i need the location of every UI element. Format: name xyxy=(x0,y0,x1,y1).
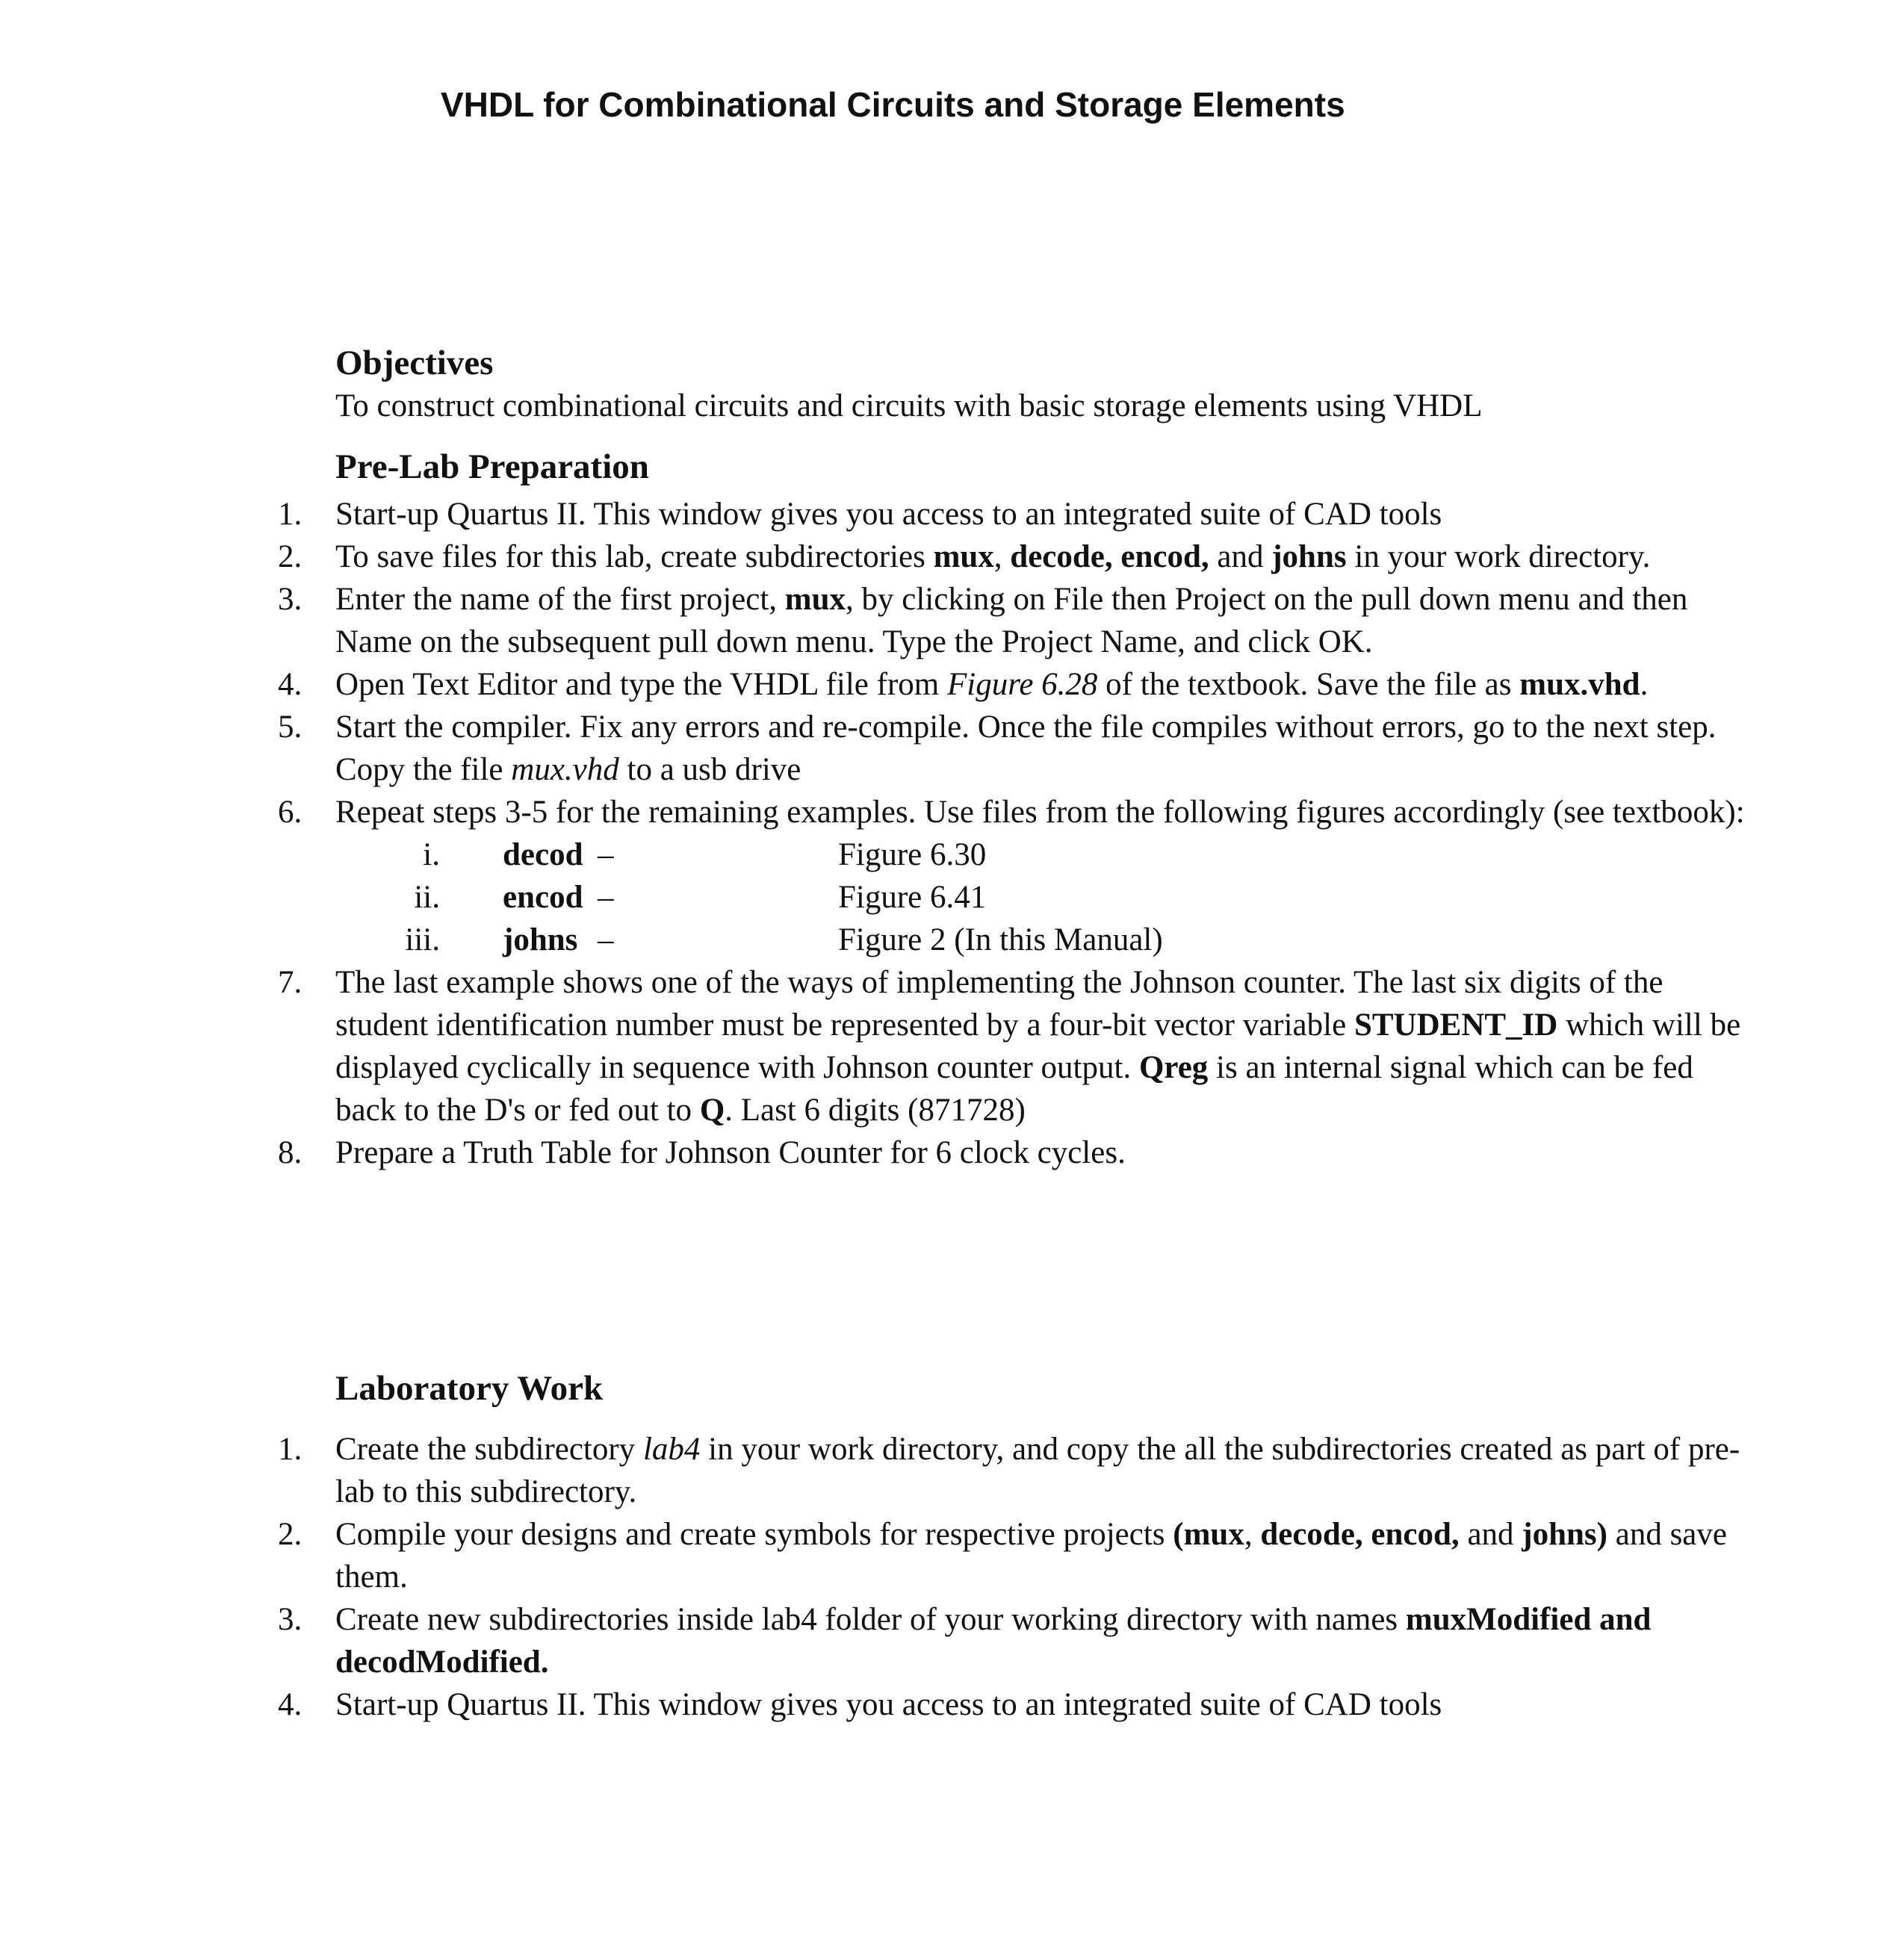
item-text: Prepare a Truth Table for Johnson Counter for 6 clock cycles. xyxy=(335,1135,1126,1170)
item-text: is an internal signal which can be fed back to the D's or fed out to xyxy=(335,1050,1693,1128)
prelab-item xyxy=(0,706,1747,791)
item-bold-text: johns) xyxy=(1522,1517,1607,1552)
item-bold-text: (mux xyxy=(1173,1517,1244,1552)
prelab-heading: Pre-Lab Preparation xyxy=(335,447,649,486)
prelab-item xyxy=(0,791,1747,961)
labwork-list xyxy=(0,1428,1904,1726)
item-number: 1. xyxy=(278,497,303,532)
project-name: encod xyxy=(503,880,583,915)
roman-number: ii. xyxy=(414,880,440,915)
item-text: in your work directory. xyxy=(1346,539,1651,574)
item-text: Create new subdirectories inside lab4 folder of your working directory with names xyxy=(335,1602,1406,1637)
item-text: which will be displayed cyclically in sequence with Johnson counter output. xyxy=(335,1008,1741,1085)
sublist-item xyxy=(335,919,1747,961)
project-name: johns xyxy=(503,922,578,957)
labwork-item xyxy=(0,1683,1747,1726)
objectives-text: To construct combinational circuits and circuits with basic storage elements using VHDL xyxy=(335,388,1483,423)
figure-reference: Figure 6.30 xyxy=(838,837,987,872)
item-bold-text: decode, encod, xyxy=(1260,1517,1460,1552)
prelab-item xyxy=(0,535,1747,578)
dash: – xyxy=(598,922,614,957)
prelab-item xyxy=(0,493,1747,535)
prelab-item xyxy=(0,663,1747,706)
figure-reference: Figure 2 (In this Manual) xyxy=(838,922,1163,957)
item-text: and save them. xyxy=(335,1517,1727,1595)
item-text: , xyxy=(1244,1517,1261,1552)
item-text: Repeat steps 3-5 for the remaining examples. Use files from the following figures accordingly (see textbook): xyxy=(335,795,1745,830)
item-text: Compile your designs and create symbols for respective projects xyxy=(335,1517,1173,1552)
prelab-item xyxy=(0,578,1747,663)
item-text: Enter the name of the first project, xyxy=(335,582,785,617)
labwork-item xyxy=(0,1513,1747,1598)
labwork-heading: Laboratory Work xyxy=(335,1369,604,1408)
item-text: Open Text Editor and type the VHDL file from xyxy=(335,667,947,702)
objectives-heading: Objectives xyxy=(335,344,494,382)
dash: – xyxy=(598,837,614,872)
item-number: 2. xyxy=(278,539,303,574)
roman-number: iii. xyxy=(405,922,440,957)
item-number: 4. xyxy=(278,1687,303,1722)
item-number: 7. xyxy=(278,965,303,1000)
item-number: 6. xyxy=(278,795,303,830)
item-text: and xyxy=(1209,539,1272,574)
item-text: Create the subdirectory xyxy=(335,1432,643,1467)
item-number: 3. xyxy=(278,1602,303,1637)
roman-number: i. xyxy=(423,837,440,872)
item-text: and xyxy=(1459,1517,1522,1552)
item-text: in your work directory, and copy the all the subdirectories created as part of pre-lab to this subdirectory. xyxy=(335,1432,1740,1509)
item-bold-text: Qreg xyxy=(1138,1050,1209,1085)
item-text: , xyxy=(993,539,1011,574)
item-bold-text: mux.vhd xyxy=(1519,667,1640,702)
labwork-item xyxy=(0,1598,1747,1683)
item-text: Start-up Quartus II. This window gives you access to an integrated suite of CAD tools xyxy=(335,1687,1442,1722)
item-italic-text: mux.vhd xyxy=(511,752,619,787)
item-bold-text: johns xyxy=(1271,539,1347,574)
figure-reference: Figure 6.41 xyxy=(838,880,987,915)
item-text: . Last 6 digits (871728) xyxy=(725,1093,1026,1128)
item-number: 5. xyxy=(278,710,303,745)
project-name: decod xyxy=(503,837,583,872)
item-text: The last example shows one of the ways of implementing the Johnson counter. The last six digits of the student identification number must be represented by a four-bit vector variable xyxy=(335,965,1663,1043)
item-bold-text: Q xyxy=(699,1093,725,1128)
labwork-item xyxy=(0,1428,1747,1513)
item-text: Start-up Quartus II. This window gives you access to an integrated suite of CAD tools xyxy=(335,497,1442,532)
item-text: to a usb drive xyxy=(618,752,801,787)
item-number: 2. xyxy=(278,1517,303,1552)
item-bold-text: mux xyxy=(784,582,846,617)
prelab-list xyxy=(0,493,1904,1174)
item-italic-text: Figure 6.28 xyxy=(946,667,1098,702)
item-italic-text: lab4 xyxy=(642,1432,701,1467)
item-bold-text: mux xyxy=(933,539,994,574)
prelab-item xyxy=(0,1131,1747,1174)
item-number: 3. xyxy=(278,582,303,617)
item-number: 1. xyxy=(278,1432,303,1467)
sublist-item xyxy=(335,833,1747,876)
dash: – xyxy=(598,880,614,915)
item-text: Start the compiler. Fix any errors and re-compile. Once the file compiles without errors, go to the next step. Copy the file xyxy=(335,710,1717,787)
item-bold-text: STUDENT_ID xyxy=(1353,1008,1558,1043)
item-text: To save files for this lab, create subdirectories xyxy=(335,539,934,574)
item-text: , by clicking on File then Project on the pull down menu and then Name on the subsequent pull down menu. Type the Project Name, and click OK. xyxy=(335,582,1688,659)
prelab-item xyxy=(0,961,1747,1131)
item-text: . xyxy=(1640,667,1649,702)
item-number: 8. xyxy=(278,1135,303,1170)
item-text: of the textbook. Save the file as xyxy=(1097,667,1520,702)
sublist-item xyxy=(335,876,1747,919)
item-bold-text: muxModified and decodModified. xyxy=(335,1602,1652,1680)
item-bold-text: decode, encod, xyxy=(1010,539,1209,574)
document-title: VHDL for Combinational Circuits and Storage Elements xyxy=(441,85,1345,124)
figure-sublist xyxy=(335,833,1747,961)
item-number: 4. xyxy=(278,667,303,702)
